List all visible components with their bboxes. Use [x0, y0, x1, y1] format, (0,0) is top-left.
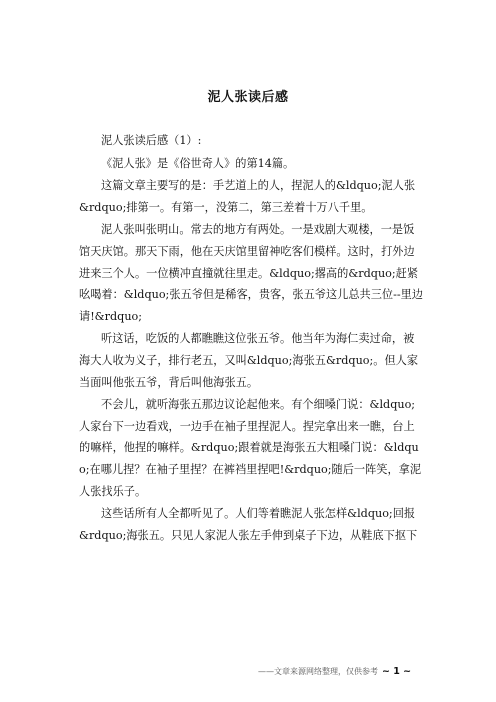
document-title: 泥人张读后感 [207, 90, 289, 105]
page-footer [258, 666, 411, 677]
footer-source-note: ——文章来源网络整理，仅供参考 [258, 667, 378, 676]
paragraph: 不会儿，就听海张五那边议论起他来。有个细嗓门说：&ldquo;人家台下一边看戏，一边手在袖子里捏泥人。捏完拿出来一瞧，台上的嘛样，他捏的嘛样。&rdquo;跟着就是海张五大粗嗓门说：&ldquo;在哪儿捏？在袖子里捏？在裤裆里捏吧!&rdquo;随后一阵笑，拿泥人张找乐子。 [79, 398, 422, 498]
page-number: ~ 1 ~ [382, 666, 412, 677]
paragraph: 《泥人张》是《俗世奇人》的第14篇。 [101, 156, 295, 170]
document-body [79, 130, 423, 547]
paragraph: 听这话，吃饭的人都瞧瞧这位张五爷。他当年为海仁卖过命，被海大人收为义子，排行老五，又叫&ldquo;海张五&rdquo;。但人家当面叫他张五爷，背后叫他海张五。 [79, 332, 419, 389]
paragraph: 泥人张读后感（1）: [101, 134, 202, 147]
paragraph: 这篇文章主要写的是：手艺道上的人，捏泥人的&ldquo;泥人张&rdquo;排第一。有第一，没第二，第三差着十万八千里。 [79, 179, 416, 214]
paragraph: 泥人张叫张明山。常去的地方有两处。一是戏剧大观楼，一是饭馆天庆馆。那天下雨，他在天庆馆里留神吃客们模样。这时，打外边进来三个人。一位横冲直撞就往里走。&ldquo;撂高的&rdquo;赶紧吆喝着：&ldquo;张五爷但是稀客，贵客，张五爷这儿总共三位--里边请!&rdquo; [79, 223, 424, 323]
paragraph: 这些话所有人全都听见了。人们等着瞧泥人张怎样&ldquo;回报&rdquo;海张五。只见人家泥人张左手伸到桌子下边，从鞋底下抠下 [79, 507, 418, 542]
